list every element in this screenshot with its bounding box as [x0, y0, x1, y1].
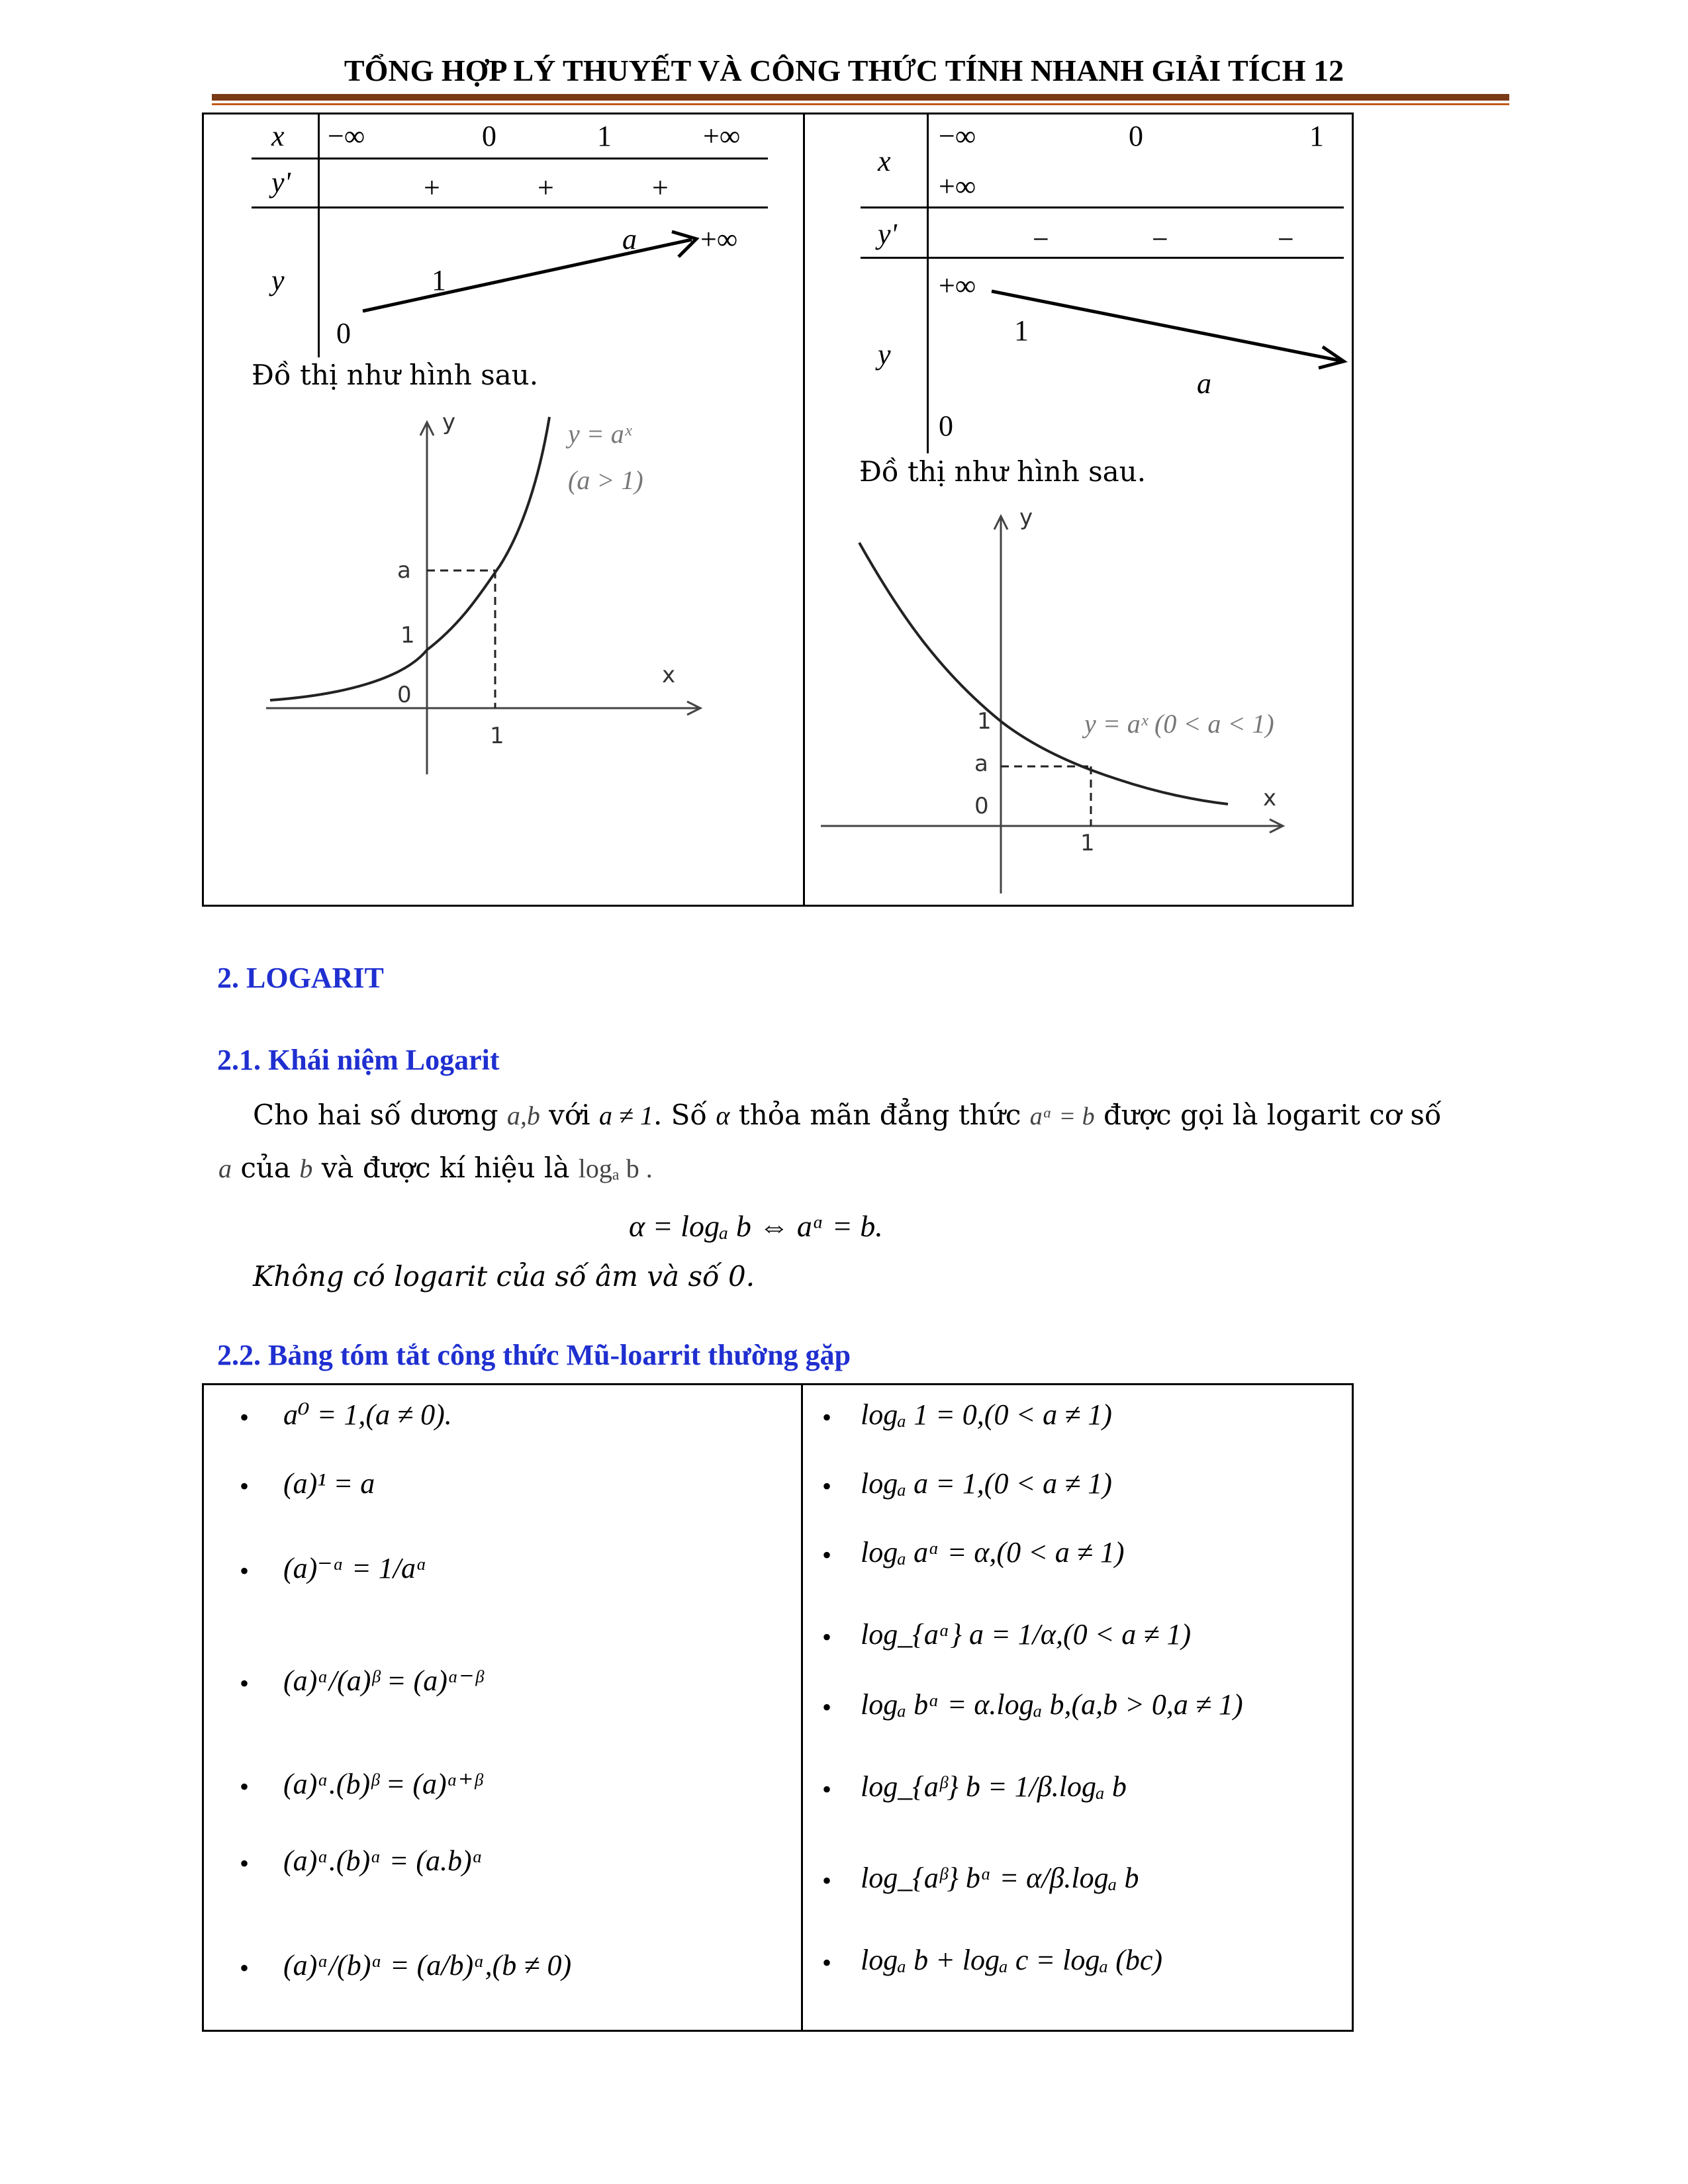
- right-y-start: +∞: [939, 269, 976, 302]
- formula-left-1: a⁰ = 1,(a ≠ 0).: [283, 1398, 452, 1431]
- right-x-label: x: [878, 145, 891, 177]
- bullet-dot: •: [822, 1866, 832, 1895]
- formula-right-8: logₐ b + logₐ c = logₐ (bc): [861, 1944, 1163, 1976]
- section-2-title: 2. LOGARIT: [217, 962, 384, 994]
- right-dy-label: y': [878, 218, 897, 250]
- bullet-dot: •: [822, 1948, 832, 1978]
- right-x-zero: 0: [1129, 120, 1143, 152]
- left-graph-x-tick: 1: [490, 723, 504, 749]
- p2-log: logₐ b .: [578, 1154, 653, 1183]
- formula-right-5: logₐ bᵅ = α.logₐ b,(a,b > 0,a ≠ 1): [861, 1688, 1243, 1721]
- p1-text-a: Cho hai số dương: [253, 1099, 498, 1131]
- bullet-dot: •: [240, 1402, 250, 1432]
- formula-table-divider: [801, 1383, 803, 2032]
- right-dy-sign-2: −: [1152, 223, 1168, 255]
- right-graph-x-axis-label: x: [1263, 785, 1277, 811]
- bullet-dot: •: [240, 1772, 250, 1801]
- definition-equation: α = logₐ b ⇔ aᵅ = b.: [629, 1209, 883, 1243]
- right-y-a: a: [1197, 367, 1211, 400]
- formula-right-1: logₐ 1 = 0,(0 < a ≠ 1): [861, 1398, 1112, 1431]
- bullet-dot: •: [240, 1556, 250, 1586]
- left-dy-sign-2: +: [538, 171, 554, 204]
- bullet-dot: •: [240, 1471, 250, 1501]
- formula-left-2: (a)¹ = a: [283, 1467, 375, 1500]
- bullet-dot: •: [240, 1668, 250, 1698]
- right-graph-func: y = aˣ (0 < a < 1): [1084, 709, 1274, 739]
- left-dy-sign-3: +: [652, 171, 669, 204]
- right-graph-tick-1: 1: [977, 708, 992, 735]
- left-x-pos-inf: +∞: [703, 120, 741, 152]
- page-header-title: TỔNG HỢP LÝ THUYẾT VÀ CÔNG THỨC TÍNH NHANH GIẢI TÍCH 12: [344, 54, 1344, 87]
- formula-left-5: (a)ᵅ.(b)ᵝ = (a)ᵅ⁺ᵝ: [283, 1768, 482, 1800]
- bullet-dot: •: [240, 1953, 250, 1983]
- bullet-dot: •: [822, 1622, 832, 1652]
- p1-vars: a,b: [506, 1101, 540, 1130]
- bullet-dot: •: [822, 1692, 832, 1722]
- formula-left-7: (a)ᵅ/(b)ᵅ = (a/b)ᵅ,(b ≠ 0): [283, 1949, 572, 1981]
- left-x-label: x: [271, 120, 285, 152]
- left-graph-x-axis-label: x: [662, 662, 676, 688]
- right-x-neg-inf: −∞: [939, 120, 976, 152]
- right-graph-y-axis-label: y: [1019, 504, 1033, 531]
- right-y-mid: 1: [1014, 314, 1029, 347]
- right-y-end: 0: [939, 410, 953, 442]
- p1-eq: aᵅ = b: [1029, 1103, 1095, 1130]
- formula-left-4: (a)ᵅ/(a)ᵝ = (a)ᵅ⁻ᵝ: [283, 1664, 483, 1697]
- right-graph-tick-a: a: [974, 751, 988, 777]
- left-y-a: a: [622, 223, 637, 255]
- left-graph-origin: 0: [397, 682, 412, 708]
- formula-right-7: log_{aᵝ} bᵅ = α/β.logₐ b: [861, 1862, 1139, 1894]
- formula-right-4: log_{aᵅ} a = 1/α,(0 < a ≠ 1): [861, 1618, 1192, 1651]
- bullet-dot: •: [822, 1402, 832, 1432]
- right-graph-x-tick: 1: [1080, 830, 1095, 856]
- left-y-mid: 1: [432, 264, 446, 296]
- right-y-label: y: [878, 338, 891, 371]
- bullet-dot: •: [822, 1774, 832, 1804]
- right-x-one: 1: [1309, 120, 1324, 152]
- p1-alpha: α: [716, 1101, 730, 1130]
- left-dy-sign-1: +: [424, 171, 440, 204]
- p1-cond: a ≠ 1: [598, 1101, 653, 1130]
- formula-left-3: (a)⁻ᵅ = 1/aᵅ: [283, 1552, 428, 1584]
- p1-text-e: được gọi là logarit cơ số: [1103, 1099, 1442, 1131]
- p2-c: b: [299, 1154, 313, 1183]
- left-caption: Đồ thị như hình sau.: [252, 359, 539, 391]
- left-graph-cond: (a > 1): [568, 465, 643, 495]
- left-graph-tick-a: a: [397, 557, 411, 584]
- left-x-zero: 0: [482, 120, 496, 152]
- formula-right-3: logₐ aᵅ = α,(0 < a ≠ 1): [861, 1536, 1125, 1569]
- note-no-negative-log: Không có logarit của số âm và số 0.: [253, 1260, 755, 1293]
- p1-text-d: thỏa mãn đẳng thức: [738, 1099, 1021, 1131]
- p1-text-b: với: [549, 1099, 590, 1131]
- formula-right-6: log_{aᵝ} b = 1/β.logₐ b: [861, 1770, 1127, 1803]
- left-y-label: y: [271, 264, 285, 296]
- bullet-dot: •: [822, 1540, 832, 1570]
- left-graph-y-axis-label: y: [442, 409, 456, 435]
- right-graph-origin: 0: [974, 793, 989, 819]
- right-caption: Đồ thị như hình sau.: [859, 455, 1147, 488]
- bullet-dot: •: [822, 1471, 832, 1501]
- left-x-neg-inf: −∞: [328, 120, 365, 152]
- definition-paragraph-line-1: [253, 1099, 1442, 1131]
- p1-text-c: . Số: [653, 1099, 708, 1131]
- left-y-end: +∞: [700, 223, 738, 255]
- definition-paragraph-line-2: [218, 1152, 653, 1184]
- left-y-start: 0: [336, 317, 351, 349]
- formula-left-6: (a)ᵅ.(b)ᵅ = (a.b)ᵅ: [283, 1844, 484, 1877]
- right-dy-sign-1: −: [1033, 223, 1049, 255]
- bullet-dot: •: [240, 1848, 250, 1878]
- right-dy-sign-3: −: [1278, 223, 1294, 255]
- p2-text-d: và được kí hiệu là: [321, 1152, 570, 1184]
- p2-a: a: [218, 1154, 232, 1183]
- section-2-1-title: 2.1. Khái niệm Logarit: [217, 1044, 500, 1076]
- p2-text-b: của: [240, 1152, 291, 1184]
- left-dy-label: y': [271, 166, 291, 199]
- formula-right-2: logₐ a = 1,(0 < a ≠ 1): [861, 1467, 1112, 1500]
- left-graph-tick-1: 1: [400, 622, 415, 649]
- right-x-pos-inf: +∞: [939, 170, 976, 203]
- section-2-2-title: 2.2. Bảng tóm tắt công thức Mũ-loarrit thường gặp: [217, 1339, 851, 1371]
- left-graph-func: y = aˣ: [568, 419, 632, 449]
- left-x-one: 1: [597, 120, 612, 152]
